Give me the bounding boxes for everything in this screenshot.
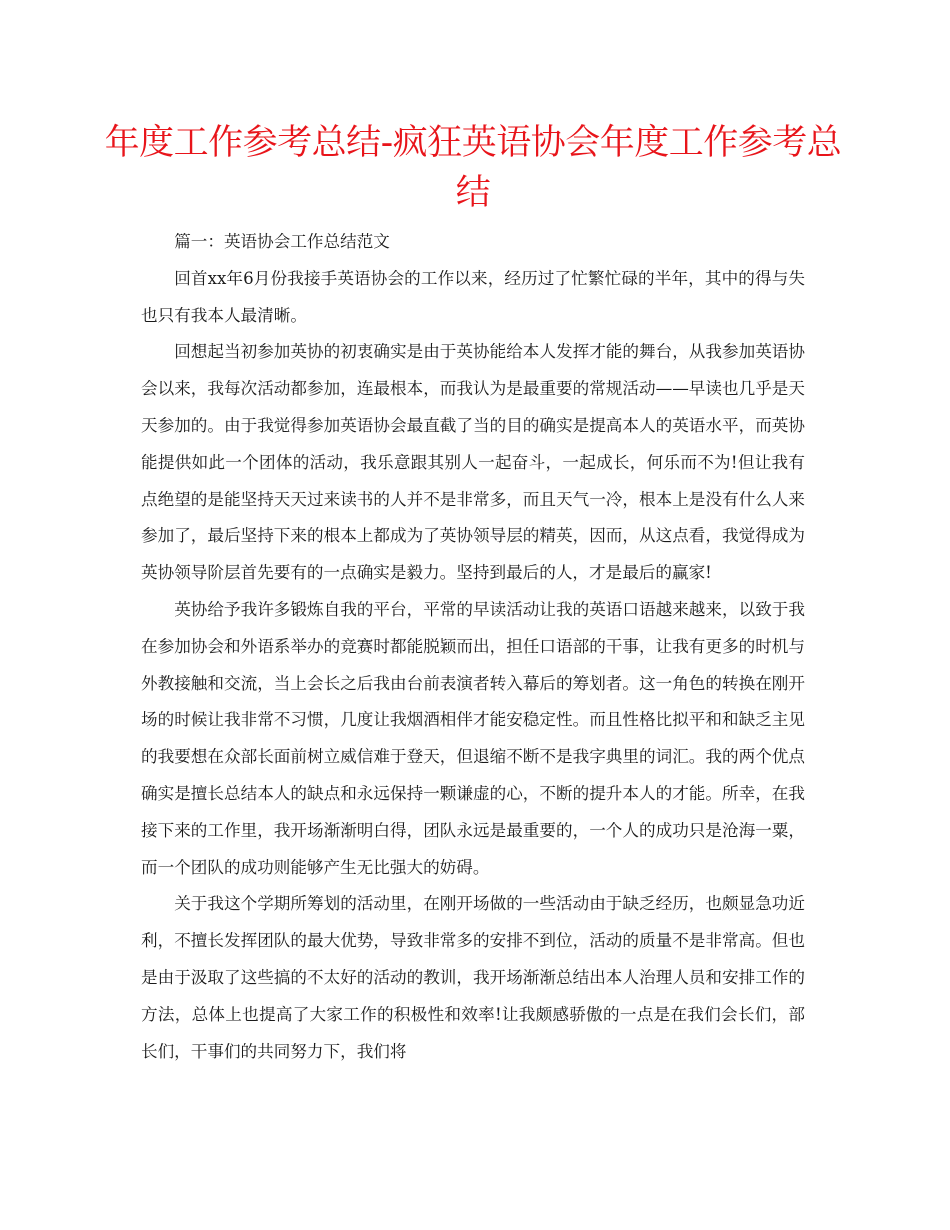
paragraph: 回首xx年6月份我接手英语协会的工作以来，经历过了忙繁忙碌的半年，其中的得与失也只有我本人最清晰。 — [141, 268, 805, 325]
document-page — [104, 118, 842, 1070]
paragraph: 关于我这个学期所筹划的活动里，在刚开场做的一些活动由于缺乏经历，也颇显急功近利，不擅长发挥团队的最大优势，导致非常多的安排不到位，活动的质量不是非常高。但也是由于汲取了这些搞的不太好的活动的教训，我开场渐渐总结出本人治理人员和安排工作的方法，总体上也提高了大家工作的积极性和效率!让我颇感骄傲的一点是在我们会长们，部长们，干事们的共同努力下，我们将 — [141, 894, 805, 1061]
paragraph: 回想起当初参加英协的初衷确实是由于英协能给本人发挥才能的舞台，从我参加英语协会以来，我每次活动都参加，连最根本，而我认为是最重要的常规活动——早读也几乎是天天参加的。由于我觉得参加英语协会最直截了当的目的确实是提高本人的英语水平，而英协能提供如此一个团体的活动，我乐意跟其别人一起奋斗，一起成长，何乐而不为!但让我有点绝望的是能坚持天天过来读书的人并不是非常多，而且天气一冷，根本上是没有什么人来参加了，最后坚持下来的根本上都成为了英协领导层的精英，因而，从这点看，我觉得成为英协领导阶层首先要有的一点确实是毅力。坚持到最后的人，才是最后的赢家! — [141, 342, 805, 583]
document-title: 年度工作参考总结-疯狂英语协会年度工作参考总结 — [104, 123, 842, 213]
paragraph: 英协给予我许多锻炼自我的平台，平常的早读活动让我的英语口语越来越来，以致于我在参加协会和外语系举办的竞赛时都能脱颖而出，担任口语部的干事，让我有更多的时机与外教接触和交流，当上会长之后我由台前表演者转入幕后的筹划者。这一角色的转换在刚开场的时候让我非常不习惯，几度让我烟酒相伴才能安稳定性。而且性格比拟平和和缺乏主见的我要想在众部长面前树立威信难于登天，但退缩不断不是我字典里的词汇。我的两个优点确实是擅长总结本人的缺点和永远保持一颗谦虚的心，不断的提升本人的才能。所幸，在我接下来的工作里，我开场渐渐明白得，团队永远是最重要的，一个人的成功只是沧海一粟，而一个团队的成功则能够产生无比强大的妨碍。 — [141, 599, 805, 877]
section-heading: 篇一：英语协会工作总结范文 — [174, 232, 390, 251]
